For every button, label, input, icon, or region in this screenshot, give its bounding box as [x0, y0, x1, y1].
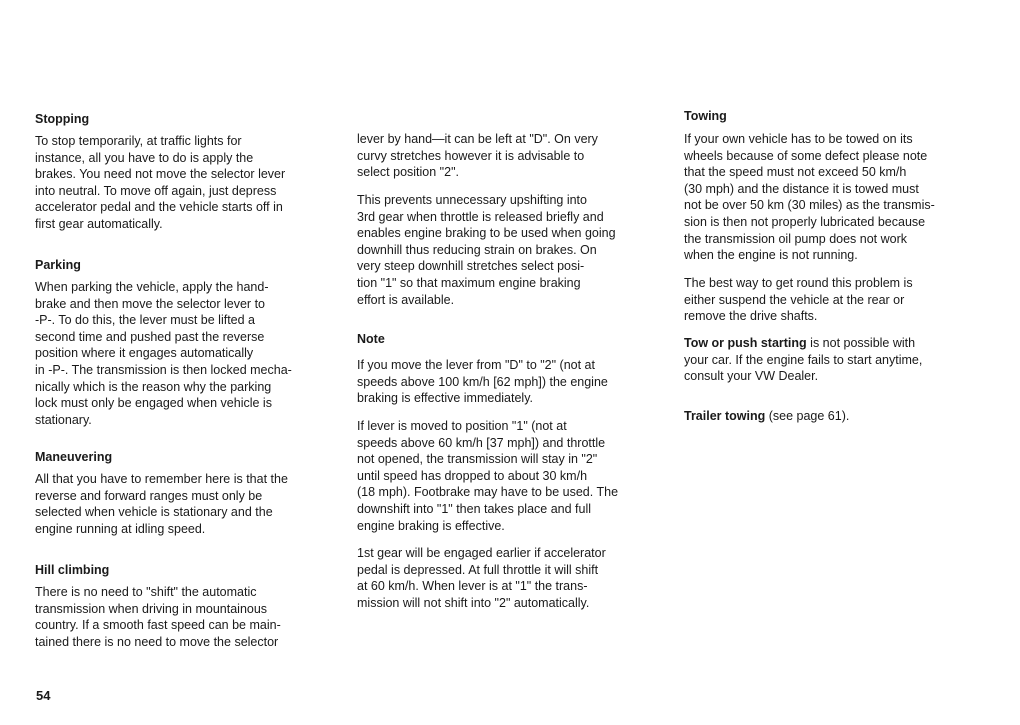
towing-paragraph-1: If your own vehicle has to be towed on its wheels because of some defect please note that the speed must not exceed 50 km/h (30 mph) and the distance it is towed must not be over 50 km (30 miles) as the transmis- sion is then not properly lubricated because the transmission oil pump does not work when the engine is not running.: [684, 132, 935, 263]
trailer-label: Trailer towing: [684, 409, 766, 423]
note-paragraph-3: 1st gear will be engaged earlier if accelerator pedal is depressed. At full throttle it will shift at 60 km/h. When lever is at "1" the trans- mission will not shift into "2" automatically.: [357, 546, 606, 610]
towing-heading: Towing: [684, 109, 727, 123]
tow-push-text: is not possible with your car. If the engine fails to start anytime, consult your VW Dealer.: [684, 336, 923, 384]
hill-climbing-heading: Hill climbing: [35, 563, 110, 577]
continued-paragraph: lever by hand—it can be left at "D". On very curvy stretches however it is advisable to select position "2".: [357, 132, 598, 180]
towing-paragraph-2: The best way to get round this problem is either suspend the vehicle at the rear or remove the drive shafts.: [684, 276, 913, 324]
upshift-paragraph: This prevents unnecessary upshifting into 3rd gear when throttle is released briefly and enables engine braking to be used when going downhill thus reducing strain on brakes. On very steep downhill stretches select posi- tion "1" so that maximum engine braking effort is available.: [357, 193, 616, 307]
note-paragraph-1: If you move the lever from "D" to "2" (not at speeds above 100 km/h [62 mph]) the engine braking is effective immediately.: [357, 358, 608, 406]
note-heading: Note: [357, 332, 385, 346]
stopping-paragraph: To stop temporarily, at traffic lights for instance, all you have to do is apply the brakes. You need not move the selector lever into neutral. To move off again, just depress accelerator pedal and the vehicle starts off in first gear automatically.: [35, 134, 286, 231]
trailer-text: (see page 61).: [765, 409, 850, 423]
trailer-paragraph: [684, 408, 849, 425]
tow-push-paragraph: [684, 335, 922, 385]
stopping-heading: Stopping: [35, 112, 90, 126]
maneuvering-heading: Maneuvering: [35, 450, 113, 464]
hill-climbing-paragraph: There is no need to "shift" the automatic transmission when driving in mountainous country. If a smooth fast speed can be main- tained there is no need to move the selector: [35, 585, 281, 649]
page-number: 54: [36, 688, 51, 703]
parking-paragraph: When parking the vehicle, apply the hand- brake and then move the selector lever to -P-. To do this, the lever must be lifted a second time and pushed past the reverse position where it engages automatically in -P-. The transmission is then locked mecha- nically which is the reason why the parking lock must only be engaged when vehicle is stationary.: [35, 280, 292, 427]
parking-heading: Parking: [35, 258, 81, 272]
tow-push-label: Tow or push starting: [684, 336, 807, 350]
note-paragraph-2: If lever is moved to position "1" (not at speeds above 60 km/h [37 mph]) and throttle not opened, the transmission will stay in "2" until speed has dropped to about 30 km/h (18 mph). Footbrake may have to be used. The downshift into "1" then takes place and full engine braking is effective.: [357, 419, 619, 533]
maneuvering-paragraph: All that you have to remember here is that the reverse and forward ranges must only be selected when vehicle is stationary and the engine running at idling speed.: [35, 472, 288, 536]
